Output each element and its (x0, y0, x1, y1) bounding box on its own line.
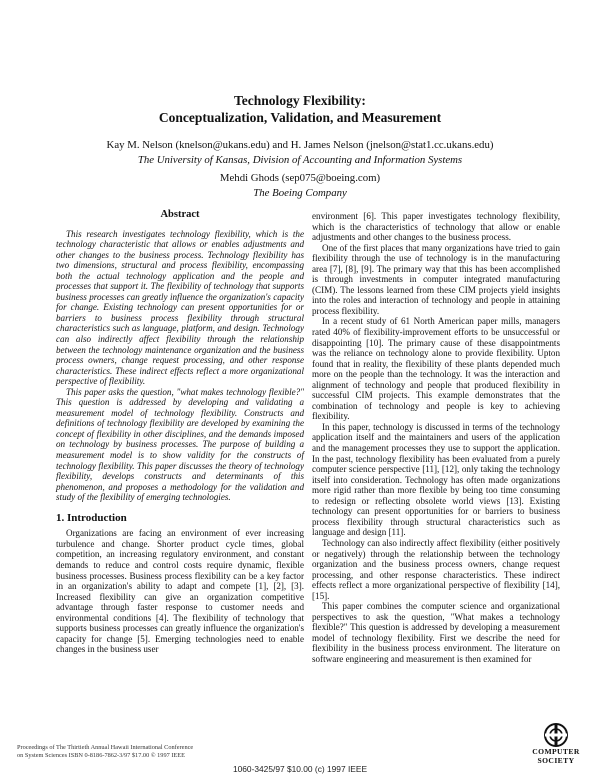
ieee-computer-society-logo-icon (527, 722, 585, 766)
logo-text-society: SOCIETY (537, 756, 575, 765)
affiliation-boeing: The Boeing Company (253, 187, 347, 199)
proceedings-note (17, 744, 297, 760)
abstract-heading: Abstract (160, 209, 200, 220)
right-paragraph-3: In this paper, technology is discussed in terms of the technology application itself and the maintainers and users of the application and the management processes they use to support the application. In the past, technology flexibility has been evaluated from a purely computer science perspective [11], [12], only taking the technology itself into consideration. Technology has often made organizations more rigid rather than more flexible by being too time consuming to redesign or reflecting obsolete world views [13]. Existing technology can present opportunities for or barriers to business process flexibility through structural characteristics such as language and design [11]. (312, 421, 560, 538)
proceedings-line1: Proceedings of The Thirtieth Annual Hawaii International Conference (17, 744, 194, 751)
right-column (312, 211, 560, 665)
copyright-line: 1060-3425/97 $10.00 (c) 1997 IEEE (232, 764, 368, 774)
logo-mark-icon (527, 722, 585, 748)
right-paragraph-5: This paper combines the computer science and organizational perspectives to ask the question, "What makes a technology flexible?" This question is addressed by developing a measurement model of technology flexibility. First we describe the need for flexibility in the business process environment. The literature on software engineering and measurement is then examined for (312, 601, 560, 664)
right-paragraph-1: One of the first places that many organizations have tried to gain flexibility through the use of technology is in the manufacturing area [7], [8], [9]. The primary way that this has been accomplished is through investments in computer integrated manufacturing (CIM). The lessons learned from these CIM projects yield insights into the roles and interaction of technology and people in attaining process flexibility. (312, 242, 560, 316)
proceedings-line2: on System Sciences ISBN 0-8186-7862-3/97 $17.00 © 1997 IEEE (17, 752, 185, 759)
authors-line1: Kay M. Nelson (knelson@ukans.edu) and H. James Nelson (jnelson@stat1.cc.ukans.edu) (106, 139, 494, 151)
paper-title-line1: Technology Flexibility: (234, 93, 366, 108)
affiliation-kansas: The University of Kansas, Division of Accounting and Information Systems (137, 154, 463, 166)
authors-line2: Mehdi Ghods (sep075@boeing.com) (219, 172, 381, 184)
right-paragraph-4: Technology can also indirectly affect flexibility (either positively or negatively) through the relationship between the technology organization and the business process owners, change request processing, and other response characteristics. These indirect effects reflect a more organizational perspective of flexibility [14], [15]. (312, 537, 560, 601)
logo-text-computer: COMPUTER (532, 747, 580, 756)
right-paragraph-continued: environment [6]. This paper investigates technology flexibility, which is the characteristics of technology that allow or enable adjustments and other changes to the business process. (312, 211, 560, 243)
left-column (56, 210, 304, 655)
paper-title-line2: Conceptualization, Validation, and Measurement (158, 110, 442, 125)
abstract-paragraph-1: This research investigates technology flexibility, which is the technology characteristic that allows or enables adjustments and other changes to the business process. Technology flexibility has two dimensions, structural and process flexibility, encompassing both the actual technology application and the people and processes that support it. The flexibility of technology that supports business processes can greatly influence the organization's capacity for change. Existing technology can present opportunities for or barriers to business process flexibility through structural characteristics such as language, platform, and design. Technology can also indirectly affect flexibility through the relationship between the technology maintenance organization and the business process owners, change request processing, and other response characteristics. These indirect effects reflect a more organizational perspective of flexibility. (56, 228, 304, 387)
abstract-section (56, 210, 304, 503)
right-paragraph-2: In a recent study of 61 North American paper mills, managers rated 40% of flexibility-improvement efforts to be unsuccessful or disappointing [10]. The primary cause of these disappointments was the reliance on technology alone to provide flexibility. Upton found that in reality, the flexibility of these plants depended much more on the people than the technology. It was the interaction and alignment of technology and people that produced flexibility in successful CIM projects. This example demonstrates that the combination of technology and people is key to achieving flexibility. (312, 316, 560, 422)
introduction-heading: 1. Introduction (56, 511, 127, 524)
introduction-paragraph-1: Organizations are facing an environment of ever increasing turbulence and change. Shorter product cycle times, global competition, an increasing regulatory environment, and constant demands to reduce and control costs require dynamic, flexible business processes. Business process flexibility can be a key factor in an organization's ability to adapt and compete [1], [2], [3]. Increased flexibility can give an organization competitive advantage through faster response to customer needs and environmental conditions [4]. The flexibility of technology that supports business processes can greatly influence the organization's capacity for change [5]. Emerging technologies need to enable changes in the business user (56, 528, 304, 655)
abstract-paragraph-2: This paper asks the question, "what makes technology flexible?" This question is addressed by developing and validating a measurement model of technology flexibility. Constructs and definitions of technology flexibility are developed by examining the concept of flexibility in other disciplines, and the demands imposed on technology by business processes. The purpose of building a measurement model is to show validity for the constructs of technology flexibility. This paper discusses the theory of technology flexibility, develops constructs and determinants of this phenomenon, and proposes a methodology for the validation and study of the flexibility of emerging technologies. (56, 386, 304, 503)
